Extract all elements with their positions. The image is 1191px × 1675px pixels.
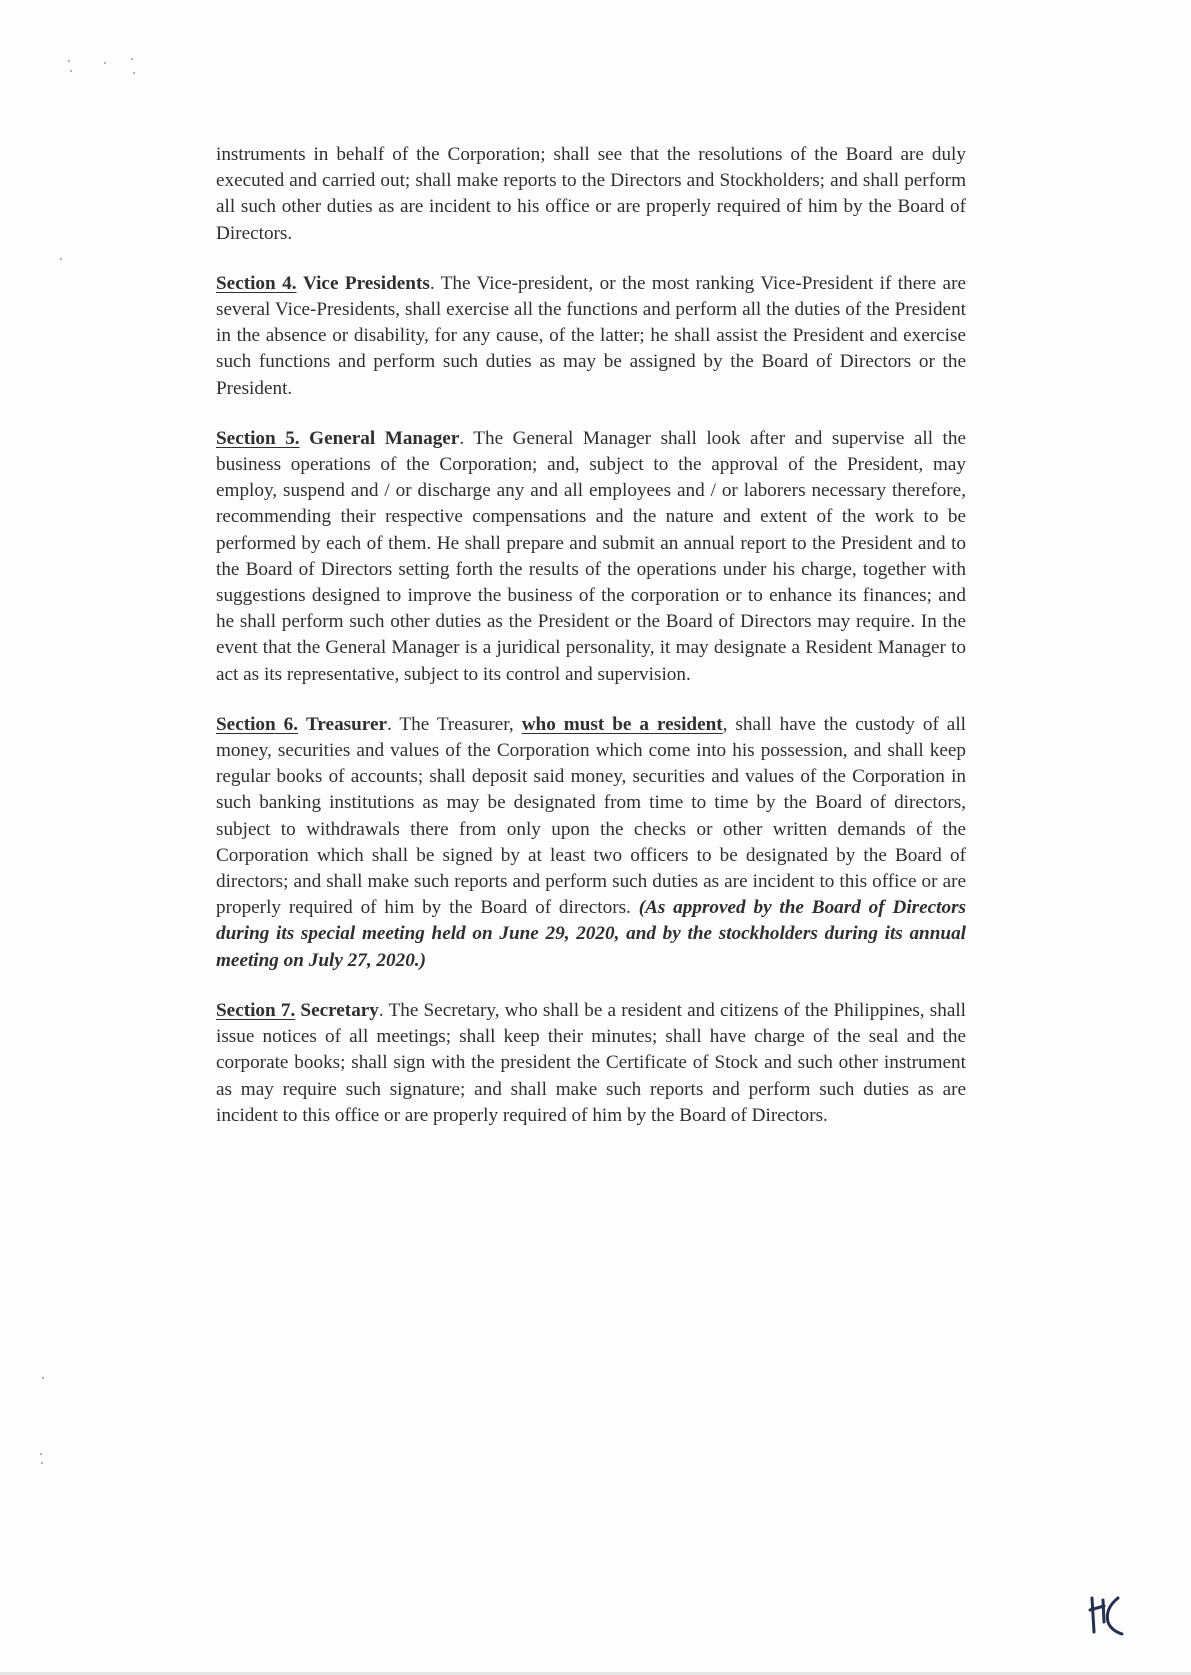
- scan-speck: [40, 1453, 42, 1455]
- handwritten-initials: [1086, 1592, 1126, 1636]
- scan-speck: [68, 60, 70, 62]
- section-6-title: Treasurer: [306, 713, 388, 735]
- scan-speck: [131, 58, 133, 60]
- section-4-number: Section 4.: [216, 272, 297, 294]
- section-5-paragraph: [216, 426, 966, 688]
- section-5-body: . The General Manager shall look after and supervise all the business operations of the Corporation; and, subject to the approval of the President, may employ, suspend and / or discharge any and all employees and / or laborers necessary therefore, recommending their respective compensations and the nature and extent of the work to be performed by each of them. He shall prepare and submit an annual report to the President and to the Board of Directors setting forth the results of the operations under his charge, together with suggestions designed to improve the business of the corporation or to enhance its finances; and he shall perform such other duties as the President or the Board of Directors may require. In the event that the General Manager is a juridical personality, it may designate a Resident Manager to act as its representative, subject to its control and supervision.: [216, 427, 966, 685]
- section-6-approval-note: (As approved by the Board of Directors during its special meeting held on June 29, 2020, and by the stockholders during its annual meeting on July 27, 2020.): [216, 897, 967, 971]
- section-4-title: Vice Presidents: [302, 272, 430, 294]
- scan-speck: [70, 70, 72, 72]
- scan-speck: [104, 62, 106, 64]
- intro-text: instruments in behalf of the Corporation; shall see that the resolutions of the Board are duly executed and carried out; shall make reports to the Directors and Stockholders; and shall perform all such other duties as are incident to his office or are properly required of him by the Board of Directors.: [216, 144, 966, 244]
- section-7-title: Secretary: [300, 999, 379, 1021]
- section-7-body: . The Secretary, who shall be a resident and citizens of the Philippines, shall issue notices of all meetings; shall keep their minutes; shall have charge of the seal and the corporate books; shall sign with the president the Certificate of Stock and such other instrument as may require such signature; and shall make such reports and perform such duties as are incident to this office or are properly required of him by the Board of Directors.: [216, 999, 967, 1126]
- scan-speck: [133, 72, 135, 74]
- section-7-paragraph: [216, 998, 966, 1129]
- section-5-number: Section 5.: [216, 427, 300, 449]
- scan-speck: [60, 258, 62, 260]
- document-body: [216, 142, 966, 1153]
- scan-speck: [42, 1377, 44, 1379]
- section-4-body: . The Vice-president, or the most ranking Vice-President if there are several Vice-Presidents, shall exercise all the functions and perform all the duties of the President in the absence or disability, for any cause, of the latter; he shall assist the President and exercise such functions and perform such duties as may be assigned by the Board of Directors or the President.: [216, 272, 966, 399]
- intro-paragraph: [216, 142, 966, 247]
- section-7-number: Section 7.: [216, 999, 296, 1021]
- section-6-body-b: , shall have the custody of all money, securities and values of the Corporation which come into his possession, and shall keep regular books of accounts; shall deposit said money, securities and values of the Corporation in such banking institutions as may be designated from time to time by the Board of directors, subject to withdrawals there from only upon the checks or other written demands of the Corporation which shall be signed by at least two officers to be designated by the Board of directors; and shall make such reports and perform such duties as are incident to this office or are properly required of him by the Board of directors.: [216, 713, 966, 919]
- scan-speck: [41, 1462, 43, 1464]
- section-5-title: General Manager: [309, 427, 460, 449]
- section-6-paragraph: [216, 712, 966, 974]
- section-4-paragraph: [216, 271, 966, 402]
- section-6-number: Section 6.: [216, 713, 299, 735]
- section-6-body-a: . The Treasurer,: [387, 713, 522, 735]
- section-6-emphasis: who must be a resident: [521, 713, 723, 735]
